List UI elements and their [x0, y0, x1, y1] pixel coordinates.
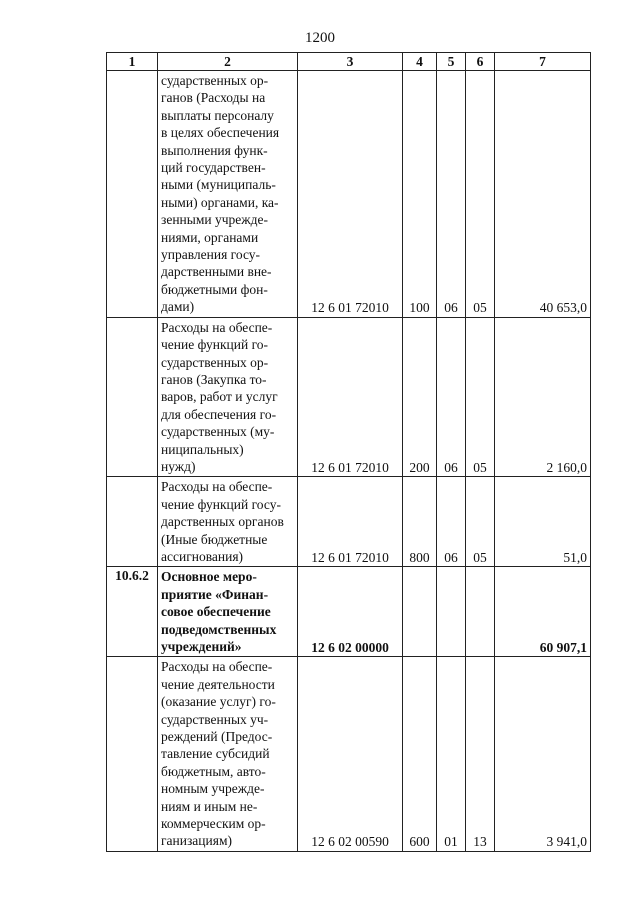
subsection-code [466, 567, 495, 657]
page-number: 1200 [305, 30, 335, 46]
description-line: ганов (Закупка то- [161, 371, 267, 387]
subsection-code: 05 [466, 317, 495, 477]
description-line: ными (муниципаль- [161, 177, 276, 193]
description-line: тавление субсидий [161, 746, 270, 762]
subsection-code: 13 [466, 657, 495, 851]
expense-type-code: 600 [403, 657, 437, 851]
description-line: дами) [161, 299, 195, 315]
expense-type-code: 100 [403, 71, 437, 318]
target-article-code: 12 6 02 00000 [298, 567, 403, 657]
section-code [437, 567, 466, 657]
col-header-7: 7 [495, 53, 591, 71]
table-row [107, 71, 591, 318]
col-header-6: 6 [466, 53, 495, 71]
budget-table [106, 52, 591, 852]
row-description [158, 477, 298, 567]
col-header-5: 5 [437, 53, 466, 71]
description-line: (оказание услуг) го- [161, 694, 276, 710]
description-line: для обеспечения го- [161, 406, 277, 422]
description-line: Расходы на обеспе- [161, 659, 273, 675]
description-line: ниями, органами [161, 229, 259, 245]
col-header-3: 3 [298, 53, 403, 71]
description-line: ганизациям) [161, 833, 233, 849]
row-description [158, 657, 298, 851]
row-number [107, 317, 158, 477]
table-row [107, 317, 591, 477]
target-article-code: 12 6 01 72010 [298, 317, 403, 477]
description-line: Основное меро- [161, 569, 257, 585]
subsection-code: 05 [466, 71, 495, 318]
description-line: ганов (Расходы на [161, 90, 266, 106]
row-number: 10.6.2 [107, 567, 158, 657]
description-line: приятие «Финан- [161, 586, 269, 602]
description-line: чение функций го- [161, 337, 269, 353]
description-line: дарственных органов [161, 514, 284, 530]
target-article-code: 12 6 01 72010 [298, 477, 403, 567]
expense-type-code [403, 567, 437, 657]
description-line: зенными учрежде- [161, 212, 268, 228]
row-description [158, 567, 298, 657]
amount: 60 907,1 [495, 567, 591, 657]
description-line: сударственных ор- [161, 354, 269, 370]
row-number [107, 477, 158, 567]
description-line: выплаты персоналу [161, 107, 274, 123]
section-code: 06 [437, 71, 466, 318]
description-line: выполнения функ- [161, 142, 268, 158]
description-line: сударственных (му- [161, 424, 275, 440]
expense-type-code: 200 [403, 317, 437, 477]
amount: 2 160,0 [495, 317, 591, 477]
header-row [107, 53, 591, 71]
col-header-2: 2 [158, 53, 298, 71]
col-header-4: 4 [403, 53, 437, 71]
description-line: совое обеспечение [161, 604, 271, 620]
description-line: варов, работ и услуг [161, 389, 278, 405]
table-row [107, 657, 591, 851]
description-line: чение деятельности [161, 676, 275, 692]
table-row [107, 567, 591, 657]
description-line: бюджетным, авто- [161, 763, 266, 779]
col-header-1: 1 [107, 53, 158, 71]
description-line: чение функций госу- [161, 496, 281, 512]
description-line: коммерческим ор- [161, 816, 266, 832]
description-line: дарственными вне- [161, 264, 272, 280]
description-line: управления госу- [161, 247, 261, 263]
section-code: 06 [437, 477, 466, 567]
description-line: подведомственных [161, 621, 277, 637]
row-number [107, 657, 158, 851]
table-body [107, 71, 591, 852]
amount: 3 941,0 [495, 657, 591, 851]
section-code: 01 [437, 657, 466, 851]
expense-type-code: 800 [403, 477, 437, 567]
description-line: номным учрежде- [161, 781, 265, 797]
subsection-code: 05 [466, 477, 495, 567]
section-code: 06 [437, 317, 466, 477]
description-line: ными) органами, ка- [161, 194, 279, 210]
description-line: сударственных уч- [161, 711, 269, 727]
description-line: ниципальных) [161, 441, 244, 457]
description-line: в целях обеспечения [161, 125, 280, 141]
row-number [107, 71, 158, 318]
description-line: Расходы на обеспе- [161, 319, 273, 335]
target-article-code: 12 6 01 72010 [298, 71, 403, 318]
target-article-code: 12 6 02 00590 [298, 657, 403, 851]
description-line: бюджетными фон- [161, 281, 268, 297]
description-line: (Иные бюджетные [161, 531, 268, 547]
description-line: ций государствен- [161, 160, 266, 176]
row-description [158, 71, 298, 318]
amount: 51,0 [495, 477, 591, 567]
amount: 40 653,0 [495, 71, 591, 318]
description-line: учреждений» [161, 639, 242, 654]
description-line: ассигнования) [161, 548, 244, 564]
description-line: сударственных ор- [161, 73, 269, 88]
row-description [158, 317, 298, 477]
description-line: реждений (Предос- [161, 729, 273, 745]
description-line: нужд) [161, 458, 196, 474]
description-line: ниям и иным не- [161, 798, 258, 814]
description-line: Расходы на обеспе- [161, 479, 273, 495]
table-row [107, 477, 591, 567]
